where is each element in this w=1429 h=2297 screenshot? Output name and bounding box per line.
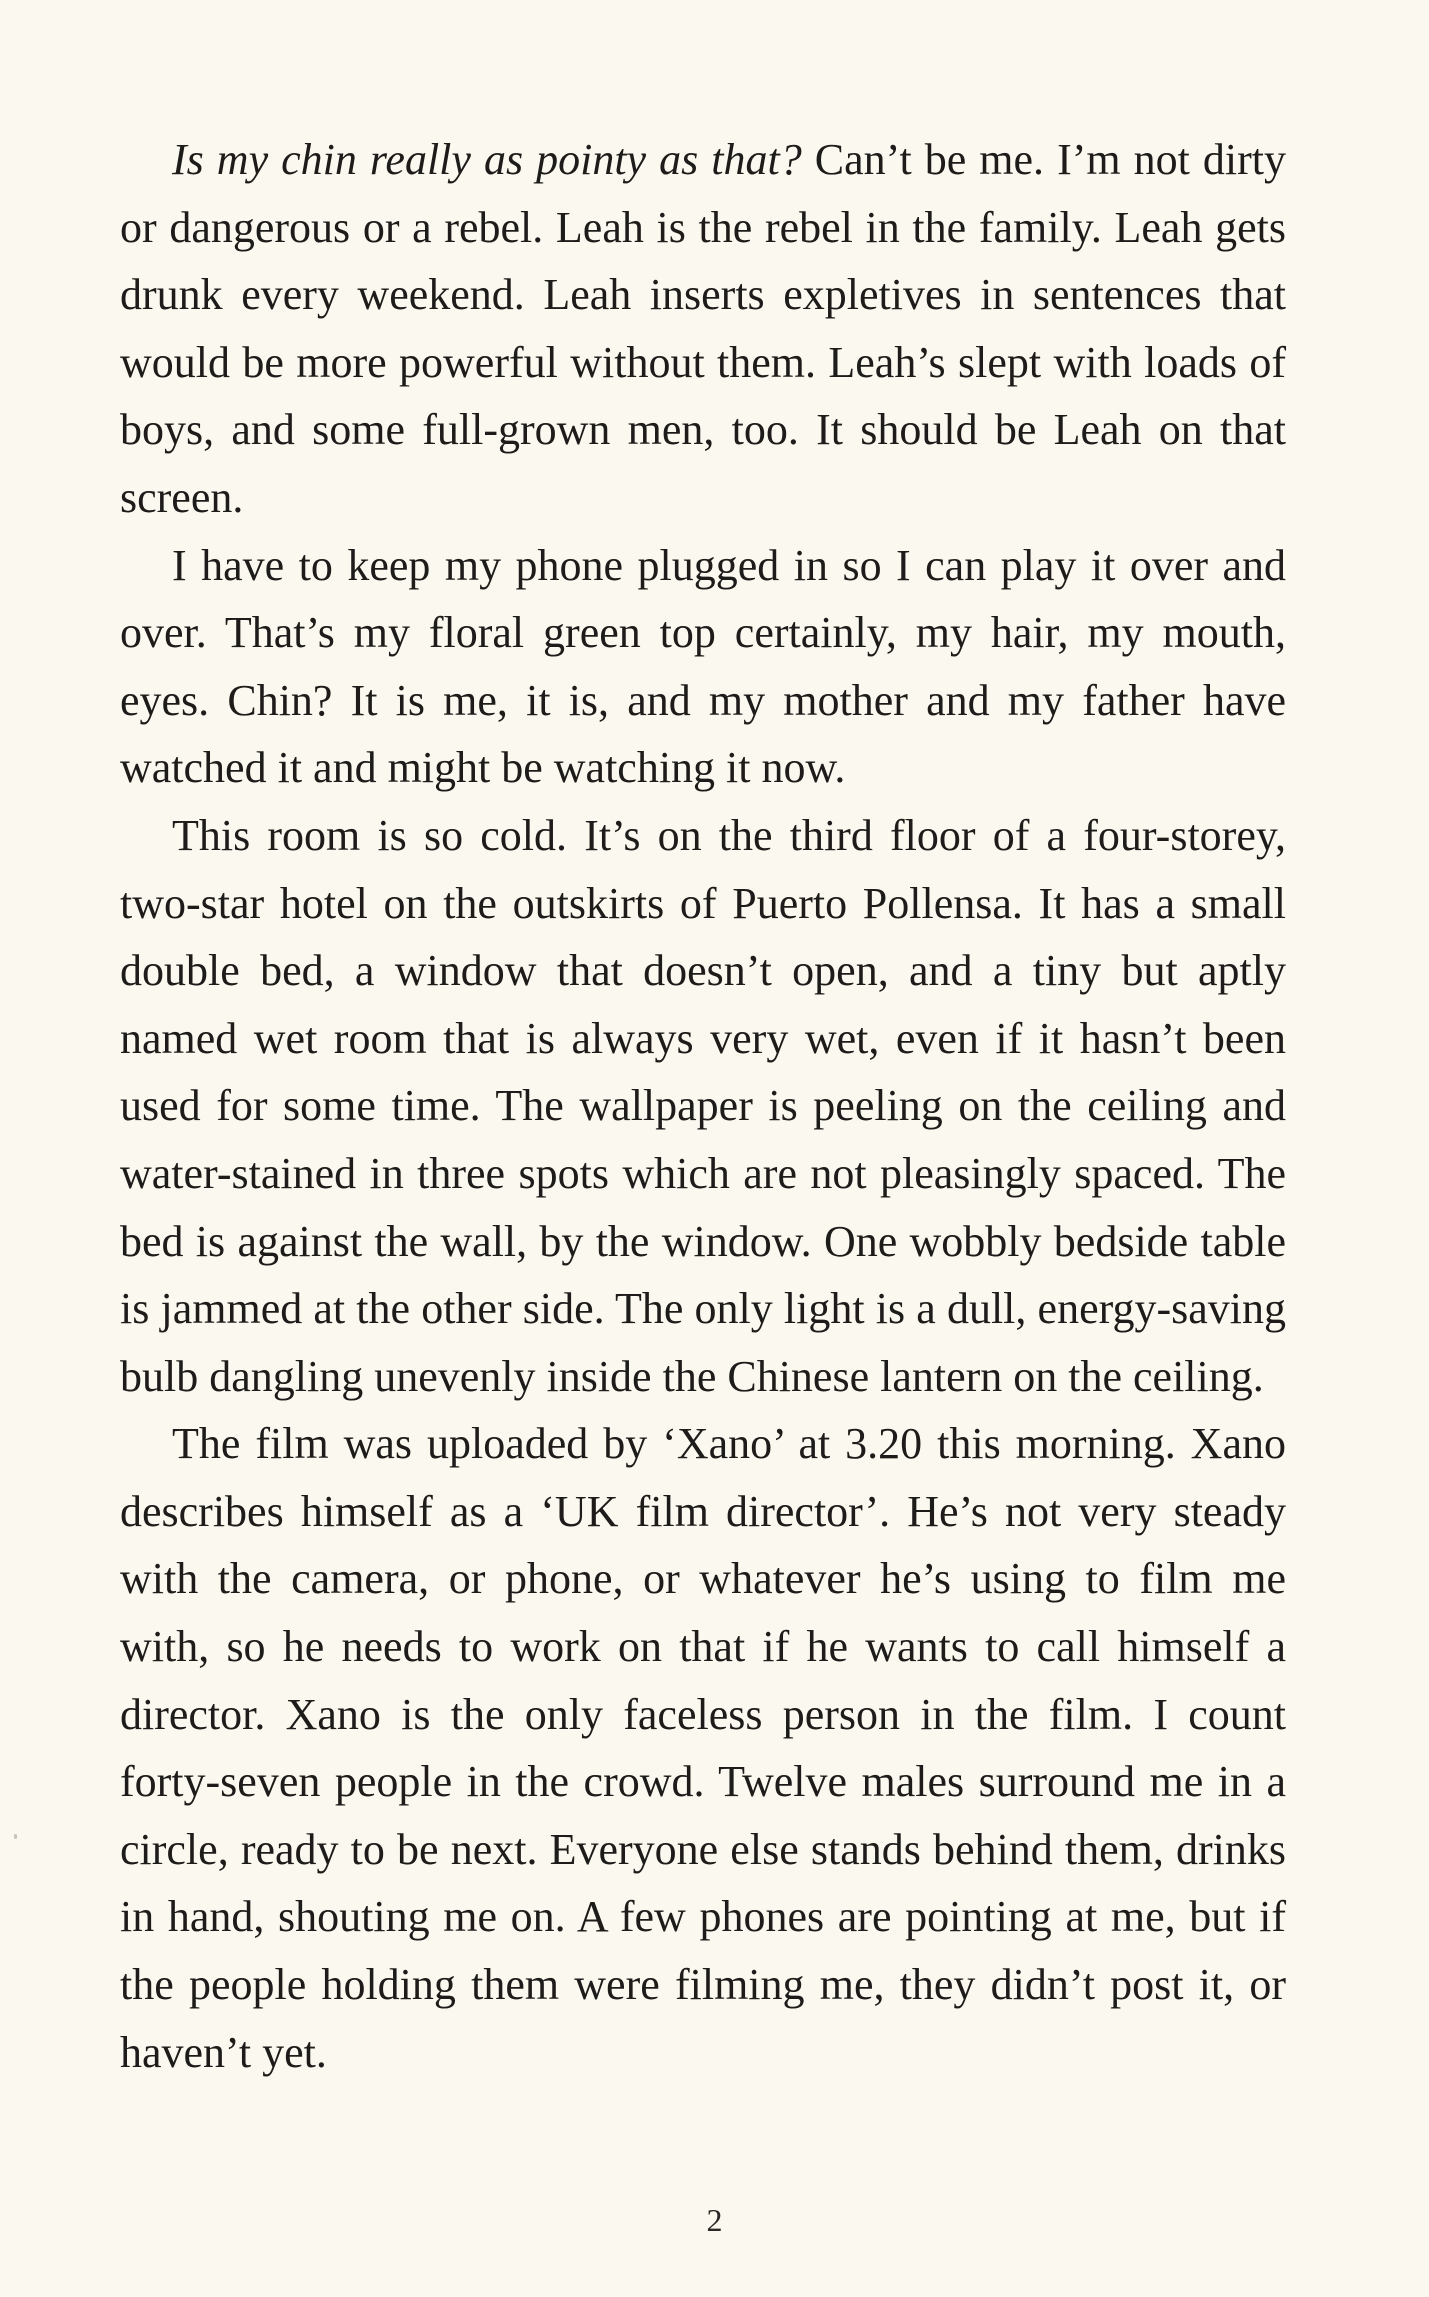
paragraph-1: [120, 126, 1286, 532]
page-number: 2: [706, 2202, 723, 2238]
paragraph-4: [120, 1410, 1286, 2086]
paragraph-1-italic-lead: Is my chin really as pointy as that?: [172, 135, 802, 184]
paragraph-2: [120, 532, 1286, 802]
paragraph-2-text: I have to keep my phone plugged in so I can play it over and over. That’s my floral green top certainly, my hair, my mouth, eyes. Chin? It is me, it is, and my mother and my father have watched it and might be watching it now.: [120, 540, 1286, 793]
paper-speck: [14, 1834, 17, 1839]
paragraph-1-text: Can’t be me. I’m not dirty or dangerous or a rebel. Leah is the rebel in the family. Leah gets drunk every weekend. Leah inserts expletives in sentences that would be more powerful without them. Leah’s slept with loads of boys, and some full-grown men, too. It should be Leah on that screen.: [120, 135, 1286, 522]
paragraph-3: [120, 802, 1286, 1410]
paragraph-3-text: This room is so cold. It’s on the third floor of a four-storey, two-star hotel on the outskirts of Puerto Pollensa. It has a small double bed, a window that doesn’t open, and a tiny but aptly named wet room that is always very wet, even if it hasn’t been used for some time. The wallpaper is peeling on the ceiling and water-stained in three spots which are not pleasingly spaced. The bed is against the wall, by the window. One wobbly bedside table is jammed at the other side. The only light is a dull, energy-saving bulb dangling unevenly inside the Chinese lantern on the ceiling.: [120, 810, 1286, 1401]
page-body: [120, 126, 1286, 2086]
paragraph-4-text: The film was uploaded by ‘Xano’ at 3.20 this morning. Xano describes himself as a ‘UK film director’. He’s not very steady with the camera, or phone, or whatever he’s using to film me with, so he needs to work on that if he wants to call himself a director. Xano is the only faceless person in the film. I count forty-seven people in the crowd. Twelve males surround me in a circle, ready to be next. Everyone else stands behind them, drinks in hand, shouting me on. A few phones are pointing at me, but if the people holding them were filming me, they didn’t post it, or haven’t yet.: [120, 1419, 1286, 2077]
